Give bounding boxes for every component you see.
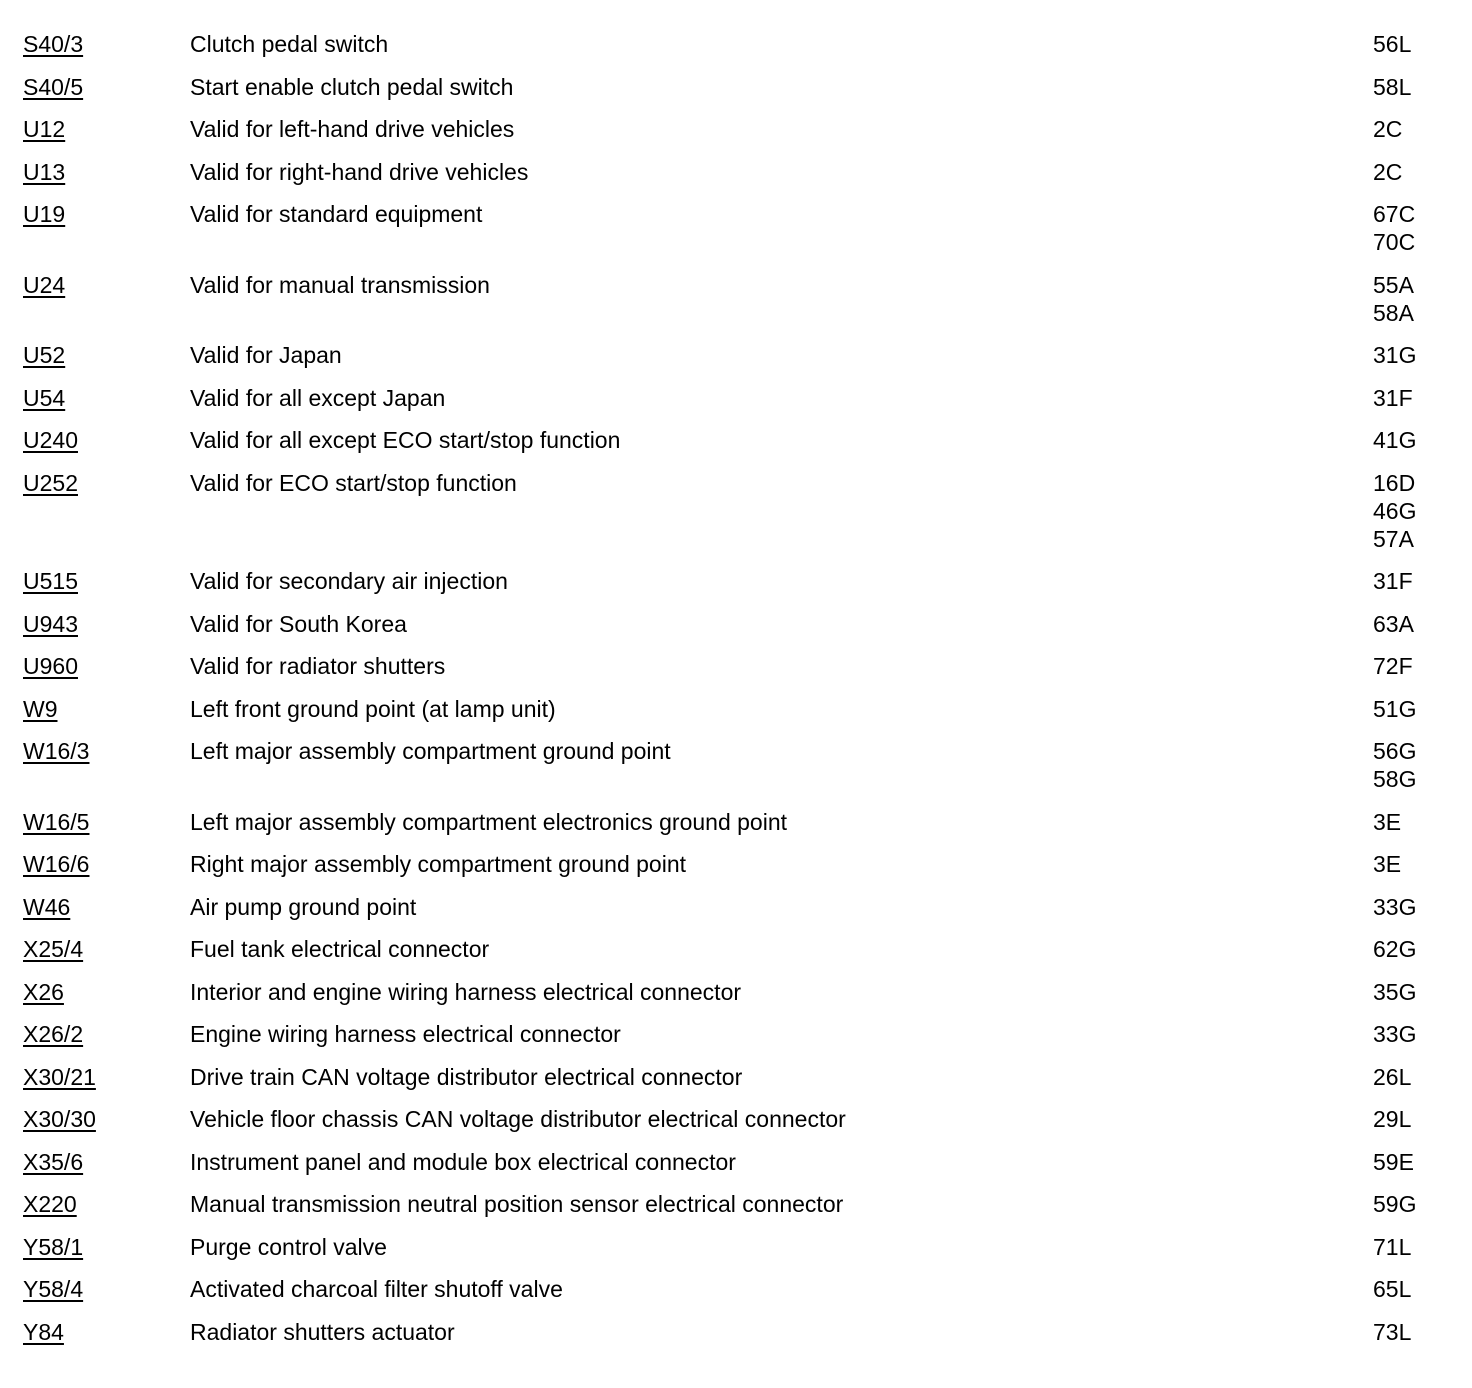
grid-reference-list xyxy=(1373,1020,1416,1048)
legend-row xyxy=(23,737,1463,793)
component-code-link[interactable]: U515 xyxy=(23,568,78,594)
grid-reference-list xyxy=(1373,1190,1416,1218)
grid-reference-list xyxy=(1373,610,1414,638)
component-description: Activated charcoal filter shutoff valve xyxy=(190,1276,563,1302)
legend-row xyxy=(23,1148,1463,1176)
legend-row xyxy=(23,567,1463,595)
component-legend-list xyxy=(23,30,1463,1360)
legend-row xyxy=(23,341,1463,369)
grid-reference: 3E xyxy=(1373,851,1402,877)
grid-reference: 58L xyxy=(1373,73,1412,100)
component-code-link[interactable]: U24 xyxy=(23,271,66,298)
grid-reference: 31G xyxy=(1373,342,1417,368)
grid-reference-list xyxy=(1373,30,1411,58)
component-code-link[interactable]: X35/6 xyxy=(23,1148,84,1175)
grid-reference-list xyxy=(1373,426,1416,454)
component-description: Left front ground point (at lamp unit) xyxy=(190,695,556,722)
legend-row xyxy=(23,935,1463,963)
grid-reference-list xyxy=(1373,567,1413,595)
grid-reference-list xyxy=(1373,893,1416,921)
component-code-link[interactable]: X30/30 xyxy=(23,1106,96,1132)
grid-reference-list xyxy=(1373,1318,1411,1346)
grid-reference-list xyxy=(1373,1233,1411,1261)
component-code-link[interactable]: X26 xyxy=(23,978,64,1005)
grid-reference: 63A xyxy=(1373,610,1414,637)
legend-row xyxy=(23,1233,1463,1261)
legend-row xyxy=(23,1020,1463,1048)
component-code-link[interactable]: X25/4 xyxy=(23,936,84,962)
grid-reference-list xyxy=(1373,1063,1411,1091)
component-code-link[interactable]: S40/5 xyxy=(23,73,84,100)
legend-row xyxy=(23,1190,1463,1218)
legend-row xyxy=(23,469,1463,553)
grid-reference: 56L xyxy=(1373,31,1412,57)
grid-reference-list xyxy=(1373,341,1416,369)
component-description: Valid for all except Japan xyxy=(190,384,446,411)
component-description: Start enable clutch pedal switch xyxy=(190,73,514,100)
component-description: Air pump ground point xyxy=(190,893,417,920)
grid-reference: 41G xyxy=(1373,427,1417,453)
component-code-link[interactable]: Y84 xyxy=(23,1318,64,1345)
component-code-link[interactable]: U54 xyxy=(23,384,66,411)
component-description: Manual transmission neutral position sensor electrical connector xyxy=(190,1191,844,1217)
grid-reference: 3E xyxy=(1373,808,1402,835)
component-code-link[interactable]: U52 xyxy=(23,342,66,368)
legend-row xyxy=(23,1063,1463,1091)
component-description: Valid for South Korea xyxy=(190,610,407,637)
component-description: Vehicle floor chassis CAN voltage distributor electrical connector xyxy=(190,1106,846,1132)
component-description: Valid for radiator shutters xyxy=(190,653,446,679)
grid-reference-list xyxy=(1373,200,1415,256)
legend-row xyxy=(23,695,1463,723)
component-description: Purge control valve xyxy=(190,1233,387,1260)
component-description: Valid for ECO start/stop function xyxy=(190,469,517,496)
legend-row xyxy=(23,271,1463,327)
component-description: Valid for left-hand drive vehicles xyxy=(190,116,515,142)
component-code-link[interactable]: U19 xyxy=(23,201,66,227)
grid-reference-list xyxy=(1373,935,1416,963)
legend-row xyxy=(23,200,1463,256)
grid-reference: 58A xyxy=(1373,299,1414,326)
component-code-link[interactable]: U943 xyxy=(23,610,78,637)
component-description: Drive train CAN voltage distributor electrical connector xyxy=(190,1063,743,1090)
legend-row xyxy=(23,893,1463,921)
grid-reference-list xyxy=(1373,652,1413,680)
grid-reference: 26L xyxy=(1373,1063,1412,1090)
legend-row xyxy=(23,850,1463,878)
grid-reference: 67C xyxy=(1373,201,1416,227)
grid-reference: 2C xyxy=(1373,116,1403,142)
legend-row xyxy=(23,30,1463,58)
grid-reference-list xyxy=(1373,271,1414,327)
grid-reference-list xyxy=(1373,695,1416,723)
component-description: Valid for secondary air injection xyxy=(190,568,508,594)
grid-reference: 58G xyxy=(1373,766,1417,792)
grid-reference-list xyxy=(1373,1275,1411,1303)
component-code-link[interactable]: W9 xyxy=(23,695,58,722)
component-description: Valid for standard equipment xyxy=(190,201,483,227)
component-code-link[interactable]: W16/3 xyxy=(23,738,90,764)
grid-reference-list xyxy=(1373,978,1416,1006)
legend-row xyxy=(23,384,1463,412)
grid-reference: 73L xyxy=(1373,1318,1412,1345)
component-description: Valid for right-hand drive vehicles xyxy=(190,158,529,185)
component-description: Valid for all except ECO start/stop function xyxy=(190,427,621,453)
grid-reference-list xyxy=(1373,808,1401,836)
grid-reference-list xyxy=(1373,737,1416,793)
grid-reference: 35G xyxy=(1373,978,1417,1005)
grid-reference-list xyxy=(1373,384,1413,412)
component-code-link[interactable]: U13 xyxy=(23,158,66,185)
component-code-link[interactable]: W46 xyxy=(23,893,71,920)
legend-row xyxy=(23,1318,1463,1346)
grid-reference: 70C xyxy=(1373,229,1416,255)
legend-row xyxy=(23,978,1463,1006)
component-description: Valid for manual transmission xyxy=(190,271,490,298)
grid-reference-list xyxy=(1373,158,1402,186)
component-code-link[interactable]: U12 xyxy=(23,116,66,142)
grid-reference: 16D xyxy=(1373,469,1416,496)
component-code-link[interactable]: U960 xyxy=(23,653,78,679)
component-code-link[interactable]: U240 xyxy=(23,427,78,453)
grid-reference-list xyxy=(1373,850,1401,878)
grid-reference: 56G xyxy=(1373,738,1417,764)
component-description: Interior and engine wiring harness electrical connector xyxy=(190,978,742,1005)
component-code-link[interactable]: S40/3 xyxy=(23,31,84,57)
legend-row xyxy=(23,652,1463,680)
grid-reference: 59G xyxy=(1373,1191,1417,1217)
grid-reference: 31F xyxy=(1373,384,1413,411)
grid-reference: 31F xyxy=(1373,568,1413,594)
grid-reference-list xyxy=(1373,1105,1411,1133)
component-code-link[interactable]: X220 xyxy=(23,1191,77,1217)
grid-reference: 65L xyxy=(1373,1276,1412,1302)
grid-reference-list xyxy=(1373,1148,1414,1176)
legend-row xyxy=(23,426,1463,454)
component-description: Engine wiring harness electrical connector xyxy=(190,1021,621,1047)
component-description: Fuel tank electrical connector xyxy=(190,936,490,962)
component-description: Left major assembly compartment ground point xyxy=(190,738,671,764)
component-code-link[interactable]: Y58/1 xyxy=(23,1233,84,1260)
component-code-link[interactable]: X30/21 xyxy=(23,1063,96,1090)
grid-reference: 46G xyxy=(1373,497,1417,524)
component-code-link[interactable]: W16/5 xyxy=(23,808,90,835)
legend-row xyxy=(23,610,1463,638)
grid-reference: 29L xyxy=(1373,1106,1412,1132)
component-description: Left major assembly compartment electronics ground point xyxy=(190,808,788,835)
legend-row xyxy=(23,115,1463,143)
grid-reference: 57A xyxy=(1373,525,1414,552)
component-code-link[interactable]: Y58/4 xyxy=(23,1276,84,1302)
legend-row xyxy=(23,158,1463,186)
component-code-link[interactable]: W16/6 xyxy=(23,851,90,877)
component-description: Radiator shutters actuator xyxy=(190,1318,455,1345)
grid-reference: 33G xyxy=(1373,1021,1417,1047)
grid-reference: 33G xyxy=(1373,893,1417,920)
grid-reference: 71L xyxy=(1373,1233,1412,1260)
legend-row xyxy=(23,808,1463,836)
grid-reference: 51G xyxy=(1373,695,1417,722)
grid-reference-list xyxy=(1373,115,1402,143)
legend-row xyxy=(23,1275,1463,1303)
legend-row xyxy=(23,73,1463,101)
grid-reference: 72F xyxy=(1373,653,1413,679)
grid-reference: 59E xyxy=(1373,1148,1414,1175)
component-description: Valid for Japan xyxy=(190,342,342,368)
grid-reference: 2C xyxy=(1373,158,1403,185)
component-code-link[interactable]: X26/2 xyxy=(23,1021,84,1047)
grid-reference: 62G xyxy=(1373,936,1417,962)
component-description: Instrument panel and module box electrical connector xyxy=(190,1148,736,1175)
component-code-link[interactable]: U252 xyxy=(23,469,78,496)
grid-reference: 55A xyxy=(1373,271,1414,298)
grid-reference-list xyxy=(1373,469,1416,553)
component-description: Right major assembly compartment ground point xyxy=(190,851,687,877)
legend-row xyxy=(23,1105,1463,1133)
component-description: Clutch pedal switch xyxy=(190,31,389,57)
grid-reference-list xyxy=(1373,73,1411,101)
